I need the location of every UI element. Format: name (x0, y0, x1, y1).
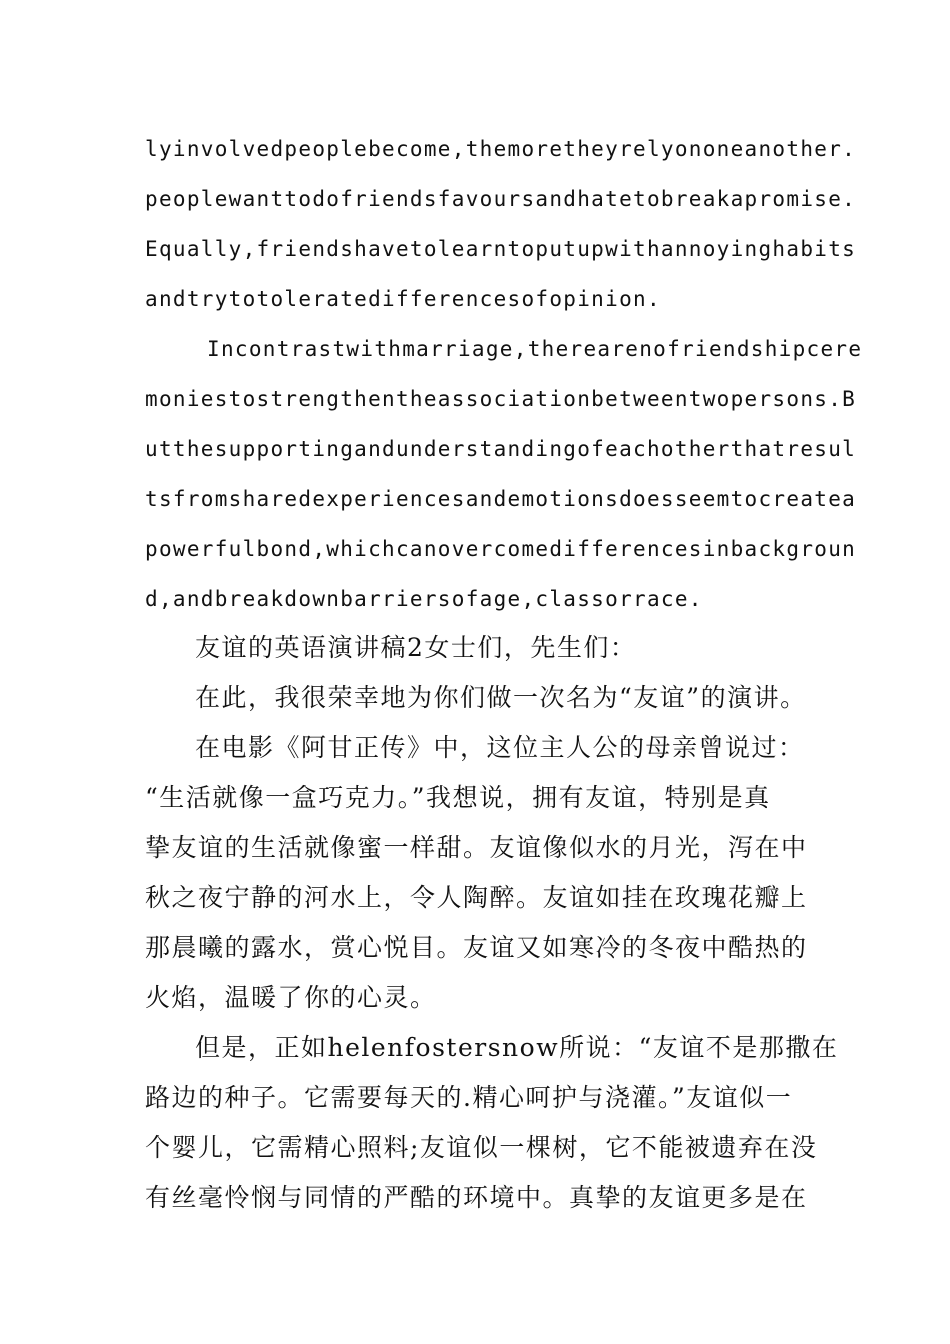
paragraph-start-line: 但是，正如helenfostersnow所说：“友谊不是那撒在 (195, 1033, 839, 1062)
text-line: 路边的种子。它需要每天的.精心呵护与浇灌。”友谊似一 (145, 1083, 793, 1112)
text-line: 个婴儿，它需精心照料;友谊似一棵树，它不能被遗弃在没 (145, 1133, 818, 1162)
text-line: Equally,friendshavetolearntoputupwithannoyinghabits (145, 237, 857, 261)
text-line: peoplewanttodofriendsfavoursandhatetobreakapromise. (145, 187, 857, 211)
text-line: 秋之夜宁静的河水上，令人陶醉。友谊如挂在玫瑰花瓣上 (145, 883, 808, 912)
paragraph-start-line: Incontrastwithmarriage,therearenofriendshipcere (207, 337, 863, 361)
text-line: moniestostrengthentheassociationbetweentwopersons.B (145, 387, 857, 411)
text-line: 那晨曦的露水，赏心悦目。友谊又如寒冷的冬夜中酷热的 (145, 933, 808, 962)
section-heading-line: 友谊的英语演讲稿2女士们，先生们： (195, 633, 637, 662)
paragraph-start-line: 在电影《阿甘正传》中，这位主人公的母亲曾说过： (195, 733, 805, 762)
text-line: d,andbreakdownbarriersofage,classorrace. (145, 587, 703, 611)
text-line: powerfulbond,whichcanovercomedifferencesinbackgroun (145, 537, 857, 561)
text-line: andtrytotoleratedifferencesofopinion. (145, 287, 661, 311)
text-line: lyinvolvedpeoplebecome,themoretheyrelyononeanother. (145, 137, 857, 161)
text-line: tsfromsharedexperiencesandemotionsdoesseemtocreatea (145, 487, 857, 511)
paragraph-start-line: 在此，我很荣幸地为你们做一次名为“友谊”的演讲。 (195, 683, 807, 712)
text-line: 火焰，温暖了你的心灵。 (145, 983, 437, 1012)
text-line: “生活就像一盒巧克力。”我想说，拥有友谊，特别是真 (145, 783, 771, 812)
text-line: utthesupportingandunderstandingofeachotherthatresul (145, 437, 857, 461)
text-line: 有丝毫怜悯与同情的严酷的环境中。真挚的友谊更多是在 (145, 1183, 808, 1212)
text-line: 挚友谊的生活就像蜜一样甜。友谊像似水的月光，泻在中 (145, 833, 808, 862)
